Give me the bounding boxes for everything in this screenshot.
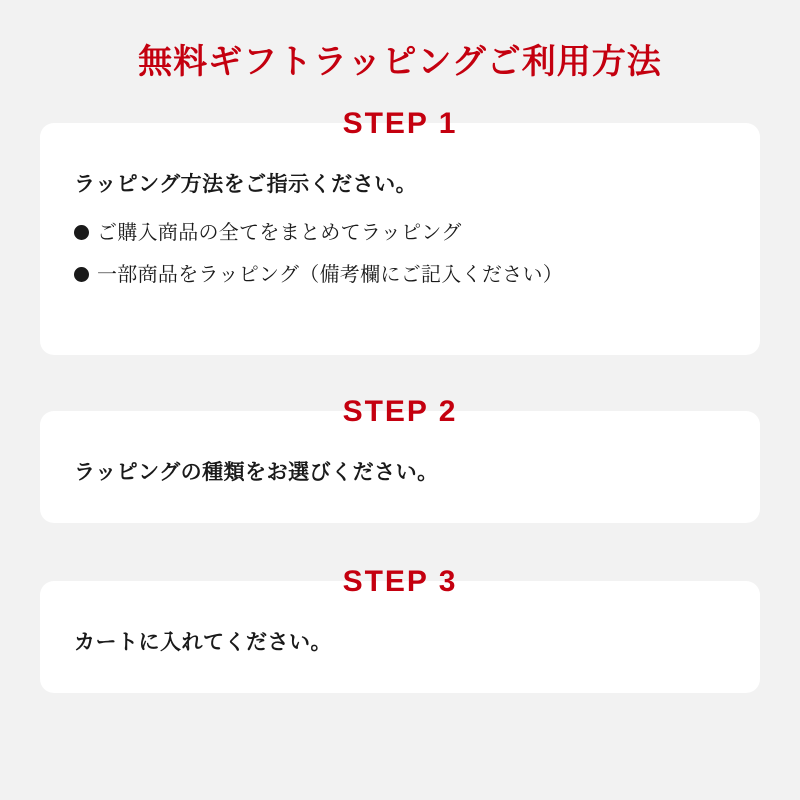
- step-1-label: STEP 1: [342, 106, 458, 140]
- step-2-lead-text: ラッピングの種類をお選びください。: [74, 460, 439, 484]
- step-1-lead-text: ラッピング方法をご指示ください。: [74, 172, 418, 196]
- list-item-label: ご購入商品の全てをまとめてラッピング: [97, 222, 462, 245]
- bullet-dot-icon: [74, 267, 89, 282]
- step-3-label: STEP 3: [342, 564, 458, 598]
- step-1-option-list: [74, 218, 726, 290]
- step-2-section: [40, 394, 760, 523]
- step-1-card: [40, 123, 760, 355]
- step-3-section: [40, 564, 760, 693]
- list-item-label: 一部商品をラッピング（備考欄にご記入ください）: [97, 264, 564, 287]
- step-3-lead-text: カートに入れてください。: [74, 630, 332, 654]
- step-2-label: STEP 2: [342, 394, 458, 428]
- step-1-section: [40, 106, 760, 355]
- bullet-dot-icon: [74, 225, 89, 240]
- list-item: [74, 218, 726, 248]
- page-title: 無料ギフトラッピングご利用方法: [138, 43, 662, 81]
- list-item: [74, 260, 726, 290]
